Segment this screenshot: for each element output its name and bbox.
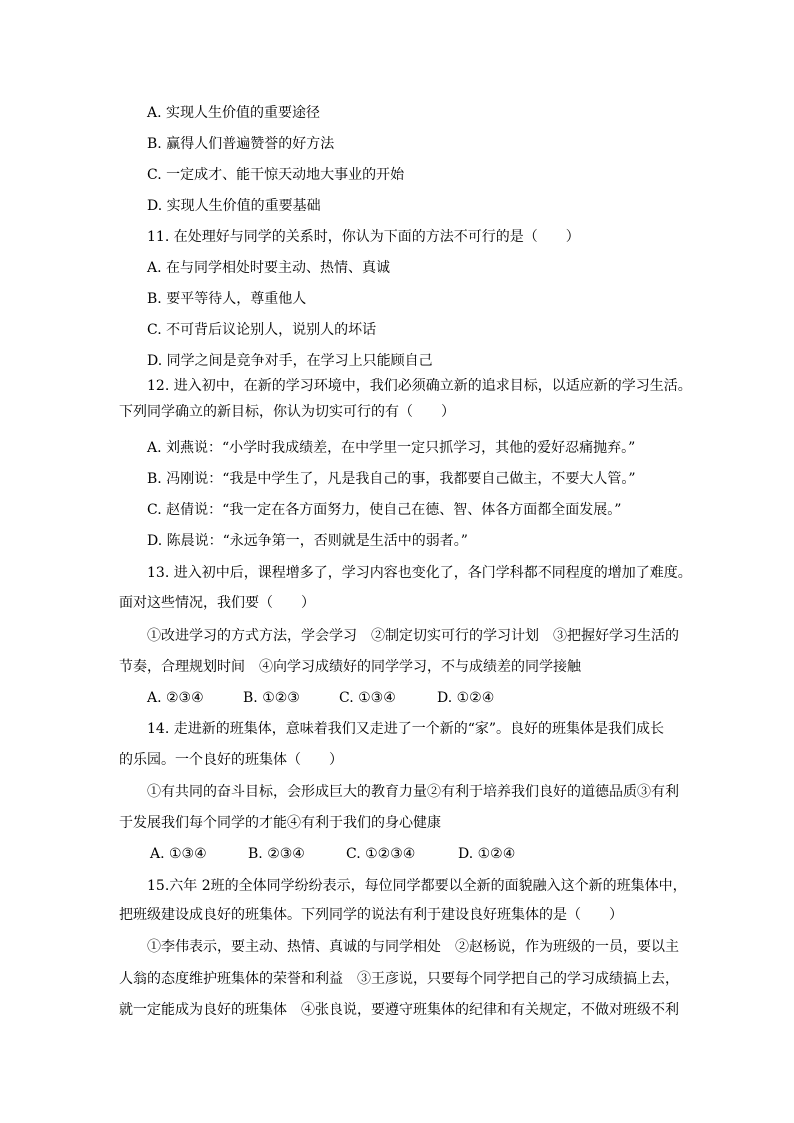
q14-option-a: A. ①③④ — [150, 846, 207, 862]
q14-option-b: B. ②③④ — [248, 846, 305, 862]
q12-stem-line-2: 下列同学确立的新目标，你认为切实可行的有（ ） — [119, 404, 455, 420]
q15-stem-line-1: 15.六年 2班的全体同学纷纷表示，每位同学都要以全新的面貌融入这个新的班集体中， — [147, 878, 687, 894]
q14-option-d: D. ①②④ — [458, 846, 516, 862]
q14-items-line-2: 于发展我们每个同学的才能④有利于我们的身心健康 — [119, 815, 441, 831]
q12-option-a: A. 刘燕说：“小学时我成绩差，在中学里一定只抓学习，其他的爱好忍痛抛弃。” — [147, 440, 636, 456]
q14-stem-line-2: 的乐园。一个良好的班集体（ ） — [119, 752, 343, 768]
q13-options — [147, 689, 494, 707]
q14-option-c: C. ①②③④ — [346, 846, 416, 862]
q15-stem-line-2: 把班级建设成良好的班集体。下列同学的说法有利于建设良好班集体的是（ ） — [119, 907, 623, 923]
q14-options — [150, 845, 515, 863]
q11-option-d: D. 同学之间是竞争对手，在学习上只能顾自己 — [147, 353, 433, 369]
q10-option-b: B. 赢得人们普遍赞誉的好方法 — [147, 136, 335, 152]
q11-option-a: A. 在与同学相处时要主动、热情、真诚 — [147, 260, 391, 276]
q13-option-a: A. ②③④ — [147, 690, 204, 706]
q14-items-line-1: ①有共同的奋斗目标，会形成巨大的教育力量②有利于培养我们良好的道德品质③有利 — [147, 784, 679, 800]
q11-option-c: C. 不可背后议论别人，说别人的坏话 — [147, 322, 377, 338]
q12-option-b: B. 冯刚说：“我是中学生了，凡是我自己的事，我都要自己做主，不要大人管。” — [147, 471, 636, 487]
q10-option-c: C. 一定成才、能干惊天动地大事业的开始 — [147, 167, 405, 183]
q15-items-line-3: 就一定能成为良好的班集体 ④张良说，要遵守班集体的纪律和有关规定，不做对班级不利 — [119, 1002, 679, 1018]
q12-option-c: C. 赵倩说：“我一定在各方面努力，使自己在德、智、体各方面都全面发展。” — [147, 502, 622, 518]
q13-option-b: B. ①②③ — [243, 690, 300, 706]
q15-items-line-1: ①李伟表示，要主动、热情、真诚的与同学相处 ②赵杨说，作为班级的一员，要以主 — [147, 939, 679, 955]
q13-option-c: C. ①③④ — [339, 690, 396, 706]
q15-items-line-2: 人翁的态度维护班集体的荣誉和利益 ③王彦说，只要每个同学把自己的学习成绩搞上去， — [119, 971, 679, 987]
q13-stem-line-2: 面对这些情况，我们要（ ） — [119, 595, 315, 611]
q10-option-d: D. 实现人生价值的重要基础 — [147, 198, 321, 214]
q11-stem: 11. 在处理好与同学的关系时，你认为下面的方法不可行的是（ ） — [147, 229, 580, 245]
q13-option-d: D. ①②④ — [437, 690, 495, 706]
q11-option-b: B. 要平等待人，尊重他人 — [147, 291, 307, 307]
q10-option-a: A. 实现人生价值的重要途径 — [147, 105, 321, 121]
q14-stem-line-1: 14. 走进新的班集体，意味着我们又走进了一个新的“家”。良好的班集体是我们成长 — [147, 721, 665, 737]
q12-stem-line-1: 12. 进入初中，在新的学习环境中，我们必须确立新的追求目标，以适应新的学习生活。 — [147, 378, 692, 394]
q12-option-d: D. 陈晨说：“永远争第一，否则就是生活中的弱者。” — [147, 533, 468, 549]
q13-items-line-2: 节奏，合理规划时间 ④向学习成绩好的同学学习，不与成绩差的同学接触 — [119, 659, 581, 675]
q13-stem-line-1: 13. 进入初中后，课程增多了，学习内容也变化了，各门学科都不同程度的增加了难度。 — [147, 565, 692, 581]
q13-items-line-1: ①改进学习的方式方法，学会学习 ②制定切实可行的学习计划 ③把握好学习生活的 — [147, 628, 679, 644]
